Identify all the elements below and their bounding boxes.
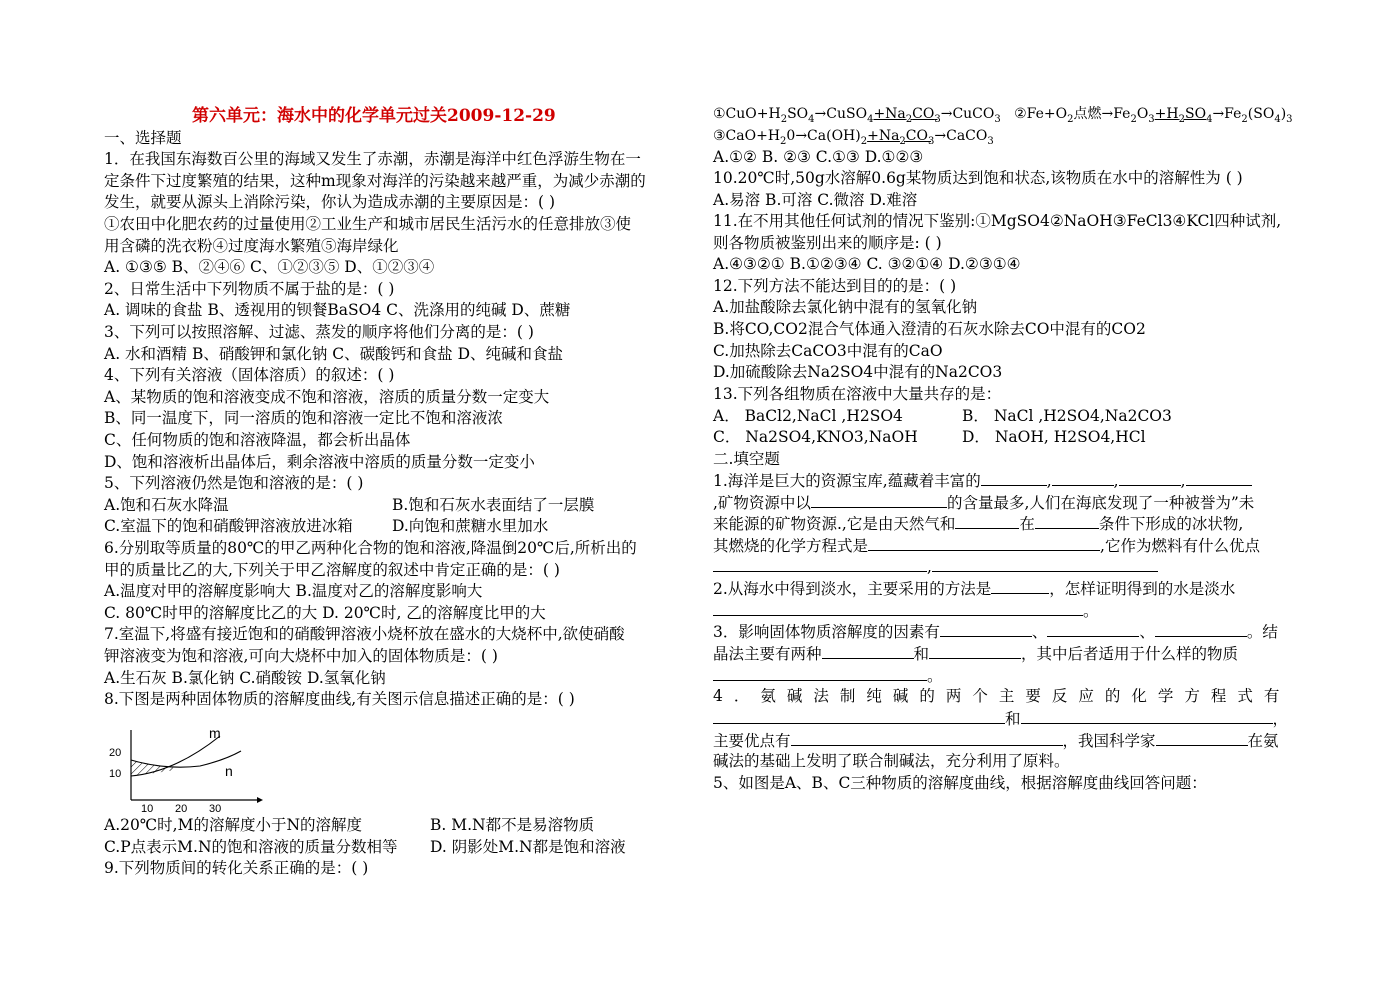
- q4-option-a: A、某物质的饱和溶液变成不饱和溶液，溶质的质量分数一定变大: [104, 388, 550, 406]
- blank[interactable]: [955, 513, 1019, 529]
- q1-line4: ①农田中化肥农药的过量使用②工业生产和城市居民生活污水的任意排放③使: [104, 215, 632, 233]
- blank[interactable]: [1155, 621, 1247, 637]
- q5-option-c: C.室温下的饱和硝酸钾溶液放进冰箱: [104, 517, 353, 535]
- section-choice: 一、选择题: [104, 129, 182, 147]
- f1-text-b: ,矿物资源中以: [713, 494, 811, 512]
- f3-text-a: 3．影响固体物质溶解度的因素有: [713, 623, 940, 641]
- blank[interactable]: [1186, 470, 1252, 486]
- blank[interactable]: [811, 492, 947, 508]
- blank[interactable]: [940, 621, 1032, 637]
- q8-option-a: A.20℃时,M的溶解度小于N的溶解度: [104, 816, 363, 834]
- q6-options-ab: A.温度对甲的溶解度影响大 B.温度对乙的溶解度影响大: [104, 582, 483, 600]
- blank[interactable]: [791, 730, 1063, 746]
- f4-line4: 碱法的基础上发明了联合制碱法，充分利用了原料。: [713, 752, 1070, 770]
- f4-text-a: 和: [1005, 710, 1021, 728]
- q1-line1: 1．在我国东海数百公里的海域又发生了赤潮，赤潮是海洋中红色浮游生物在一: [104, 150, 641, 168]
- shaded-region: [131, 760, 175, 776]
- f4-text-c: 主要优点有: [713, 732, 791, 750]
- f2-line1: [713, 578, 1235, 599]
- f1-sep: ,: [927, 558, 932, 576]
- blank[interactable]: [822, 643, 914, 659]
- q2-options: A. 调味的食盐 B、透视用的钡餐BaSO4 C、洗涤用的纯碱 D、蔗糖: [104, 301, 571, 319]
- q11-line2: 则各物质被鉴别出来的顺序是: ( ): [713, 234, 942, 252]
- q12-option-d: D.加硫酸除去Na2SO4中混有的Na2CO3: [713, 363, 1003, 381]
- f4-line3: [713, 730, 1279, 751]
- q8-option-d: D. 阴影处M.N都是饱和溶液: [430, 838, 626, 856]
- section-fill: 二.填空题: [713, 450, 780, 468]
- x-tick-30: 30: [209, 803, 222, 814]
- f1-text-f: 条件下形成的冰状物,: [1098, 515, 1244, 533]
- blank[interactable]: [868, 535, 1100, 551]
- solubility-curve-figure: [105, 722, 265, 814]
- f1-text-c: 的含量最多,人们在海底发现了一种被誉为”未: [946, 494, 1255, 512]
- blank[interactable]: [713, 556, 927, 572]
- q7-line1: 7.室温下,将盛有接近饱和的硝酸钾溶液小烧杯放在盛水的大烧杯中,欲使硝酸: [104, 625, 625, 643]
- f3-text-c: 晶法主要有两种: [713, 645, 822, 663]
- q3-stem: 3、下列可以按照溶解、过滤、蒸发的顺序将他们分离的是：( ): [104, 323, 534, 341]
- f3-text-b: 。结: [1246, 623, 1278, 641]
- f1-line1: [713, 470, 1252, 491]
- y-tick-20: 20: [109, 747, 122, 759]
- f1-text-e: 在: [1019, 515, 1035, 533]
- q1-options: A. ①③⑤ B、②④⑥ C、①②③⑤ D、①②③④: [104, 258, 435, 276]
- page-title: 第六单元：海水中的化学单元过关2009-12-29: [192, 106, 556, 126]
- f4-text-d: ，我国科学家: [1062, 732, 1156, 750]
- q8-stem: 8.下图是两种固体物质的溶解度曲线,有关图示信息描述正确的是：( ): [104, 690, 575, 708]
- q4-option-d: D、饱和溶液析出晶体后，剩余溶液中溶质的质量分数一定变小: [104, 453, 535, 471]
- q5-stem: 5、下列溶液仍然是饱和溶液的是：( ): [104, 474, 364, 492]
- x-tick-20: 20: [175, 803, 188, 814]
- f4-text-e: 在氨: [1247, 732, 1279, 750]
- q2-stem: 2、日常生活中下列物质不属于盐的是：( ): [104, 280, 395, 298]
- q1-line3: 发生，就要从源头上消除污染，你认为造成赤潮的主要原因是：( ): [104, 193, 556, 211]
- blank[interactable]: [929, 643, 1021, 659]
- f4-line2: [713, 708, 1288, 729]
- q7-options: A.生石灰 B.氯化钠 C.硝酸铵 D.氢氧化钠: [104, 669, 386, 687]
- f1-line4: [713, 535, 1260, 556]
- q8-option-c: C.P点表示M.N的饱和溶液的质量分数相等: [104, 838, 398, 856]
- x-axis-arrow: [257, 797, 263, 803]
- f3-line1: [713, 621, 1278, 642]
- f3-line3: [713, 665, 943, 686]
- q6-line1: 6.分别取等质量的80℃的甲乙两种化合物的饱和溶液,降温倒20℃后,所析出的: [104, 539, 637, 557]
- q12-option-a: A.加盐酸除去氯化钠中混有的氢氧化钠: [713, 298, 978, 316]
- q9-reaction-line1: $①CuO+H_2SO_4\to CuSO_4+Na_2CO_3\to CuCO_3$ $②Fe+O_2$点燃$\to Fe_2O_3+H_2SO_4\to Fe_2(SO_4)_3$: [713, 106, 1293, 125]
- f2-text-b: ，怎样证明得到的水是淡水: [1049, 580, 1236, 598]
- blank[interactable]: [713, 708, 1005, 724]
- f3-sep: 、: [1031, 623, 1048, 641]
- blank[interactable]: [1021, 708, 1273, 724]
- q9-options: A.①② B. ②③ C.①③ D.①②③: [713, 148, 924, 166]
- q12-option-b: B.将CO,CO2混合气体通入澄清的石灰水除去CO中混有的CO2: [713, 320, 1146, 338]
- q1-line2: 定条件下过度繁殖的结果，这种m现象对海洋的污染越来越严重，为减少赤潮的: [104, 172, 646, 190]
- q5-option-b: B.饱和石灰水表面结了一层膜: [392, 496, 595, 514]
- f4-text-b: ，: [1272, 710, 1289, 728]
- x-tick-10: 10: [141, 803, 154, 814]
- f1-sep: ,: [1180, 472, 1186, 490]
- blank[interactable]: [991, 578, 1049, 594]
- blank[interactable]: [1156, 730, 1248, 746]
- f1-line2: [713, 492, 1254, 513]
- q11-options: A.④③②① B.①②③④ C. ③②①④ D.②③①④: [713, 255, 1021, 273]
- f3-sep: 、: [1139, 623, 1155, 641]
- label-n: n: [225, 763, 233, 779]
- blank[interactable]: [932, 556, 1158, 572]
- label-m: m: [209, 725, 221, 741]
- q10-options: A.易溶 B.可溶 C.微溶 D.难溶: [713, 191, 918, 209]
- f1-text-d: 来能源的矿物资源.,它是由天然气和: [713, 515, 956, 533]
- f1-line5: [713, 556, 1158, 577]
- q6-line2: 甲的质量比乙的大,下列关于甲乙溶解度的叙述中肯定正确的是：( ): [104, 561, 560, 579]
- q13-stem: 13.下列各组物质在溶液中大量共存的是：: [713, 385, 1002, 403]
- q13-option-c: C． Na2SO4,KNO3,NaOH: [713, 428, 918, 446]
- q7-line2: 钾溶液变为饱和溶液,可向大烧杯中加入的固体物质是：( ): [104, 647, 498, 665]
- q6-options-cd: C. 80℃时甲的溶解度比乙的大 D. 20℃时, 乙的溶解度比甲的大: [104, 604, 546, 622]
- q13-option-b: B． NaCl ,H2SO4,Na2CO3: [962, 407, 1172, 425]
- f2-text-c: 。: [1083, 602, 1099, 620]
- blank[interactable]: [981, 470, 1047, 486]
- q12-stem: 12.下列方法不能达到目的的是：( ): [713, 277, 957, 295]
- f2-line2: [713, 600, 1099, 621]
- q8-option-b: B. M.N都不是易溶物质: [430, 816, 595, 834]
- q12-option-c: C.加热除去CaCO3中混有的CaO: [713, 342, 943, 360]
- f1-text-a: 1.海洋是巨大的资源宝库,蕴藏着丰富的: [713, 472, 981, 490]
- y-tick-10: 10: [109, 768, 122, 780]
- f5-stem: 5、如图是A、B、C三种物质的溶解度曲线，根据溶解度曲线回答问题：: [713, 774, 1207, 792]
- blank[interactable]: [1119, 470, 1181, 486]
- q13-option-d: D． NaOH, H2SO4,HCl: [962, 428, 1146, 446]
- f1-text-g: 其燃烧的化学方程式是: [713, 537, 869, 555]
- f1-sep: ,: [1113, 472, 1119, 490]
- f3-text-e: ，其中后者适用于什么样的物质: [1021, 645, 1239, 663]
- blank[interactable]: [713, 665, 927, 681]
- q5-option-d: D.向饱和蔗糖水里加水: [392, 517, 549, 535]
- q4-option-c: C、任何物质的饱和溶液降温，都会析出晶体: [104, 431, 411, 449]
- q4-stem: 4、下列有关溶液（固体溶质）的叙述：( ): [104, 366, 395, 384]
- f1-text-h: ,它作为燃料有什么优点: [1100, 537, 1260, 555]
- f1-line3: [713, 513, 1243, 534]
- q10-stem: 10.20℃时,50g水溶解0.6g某物质达到饱和状态,该物质在水中的溶解性为 ( ): [713, 169, 1243, 187]
- q11-line1: 11.在不用其他任何试剂的情况下鉴别:①MgSO4②NaOH③FeCl3④KCl四种试剂,: [713, 212, 1282, 230]
- q13-option-a: A． BaCl2,NaCl ,H2SO4: [713, 407, 903, 425]
- f4-line1: 4．氨碱法制纯碱的两个主要反应的化学方程式有: [713, 687, 1291, 705]
- q5-option-a: A.饱和石灰水降温: [104, 496, 229, 514]
- f1-sep: ,: [1046, 472, 1052, 490]
- blank[interactable]: [713, 600, 1083, 616]
- q3-options: A. 水和酒精 B、硝酸钾和氯化钠 C、碳酸钙和食盐 D、纯碱和食盐: [104, 345, 564, 363]
- f2-text-a: 2.从海水中得到淡水，主要采用的方法是: [713, 580, 992, 598]
- blank[interactable]: [1035, 513, 1099, 529]
- q1-line5: 用含磷的洗衣粉④过度海水繁殖⑤海岸绿化: [104, 237, 399, 255]
- f3-line2: [713, 643, 1238, 664]
- blank[interactable]: [1052, 470, 1114, 486]
- f3-text-f: 。: [927, 667, 943, 685]
- q9-reaction-line2: $③CaO+H_20\to Ca(OH)_2+Na_2CO_3\to CaCO_3$: [713, 128, 994, 147]
- blank[interactable]: [1047, 621, 1139, 637]
- f3-text-d: 和: [913, 645, 930, 663]
- q9-stem: 9.下列物质间的转化关系正确的是：( ): [104, 859, 369, 877]
- q4-option-b: B、同一温度下，同一溶质的饱和溶液一定比不饱和溶液浓: [104, 409, 503, 427]
